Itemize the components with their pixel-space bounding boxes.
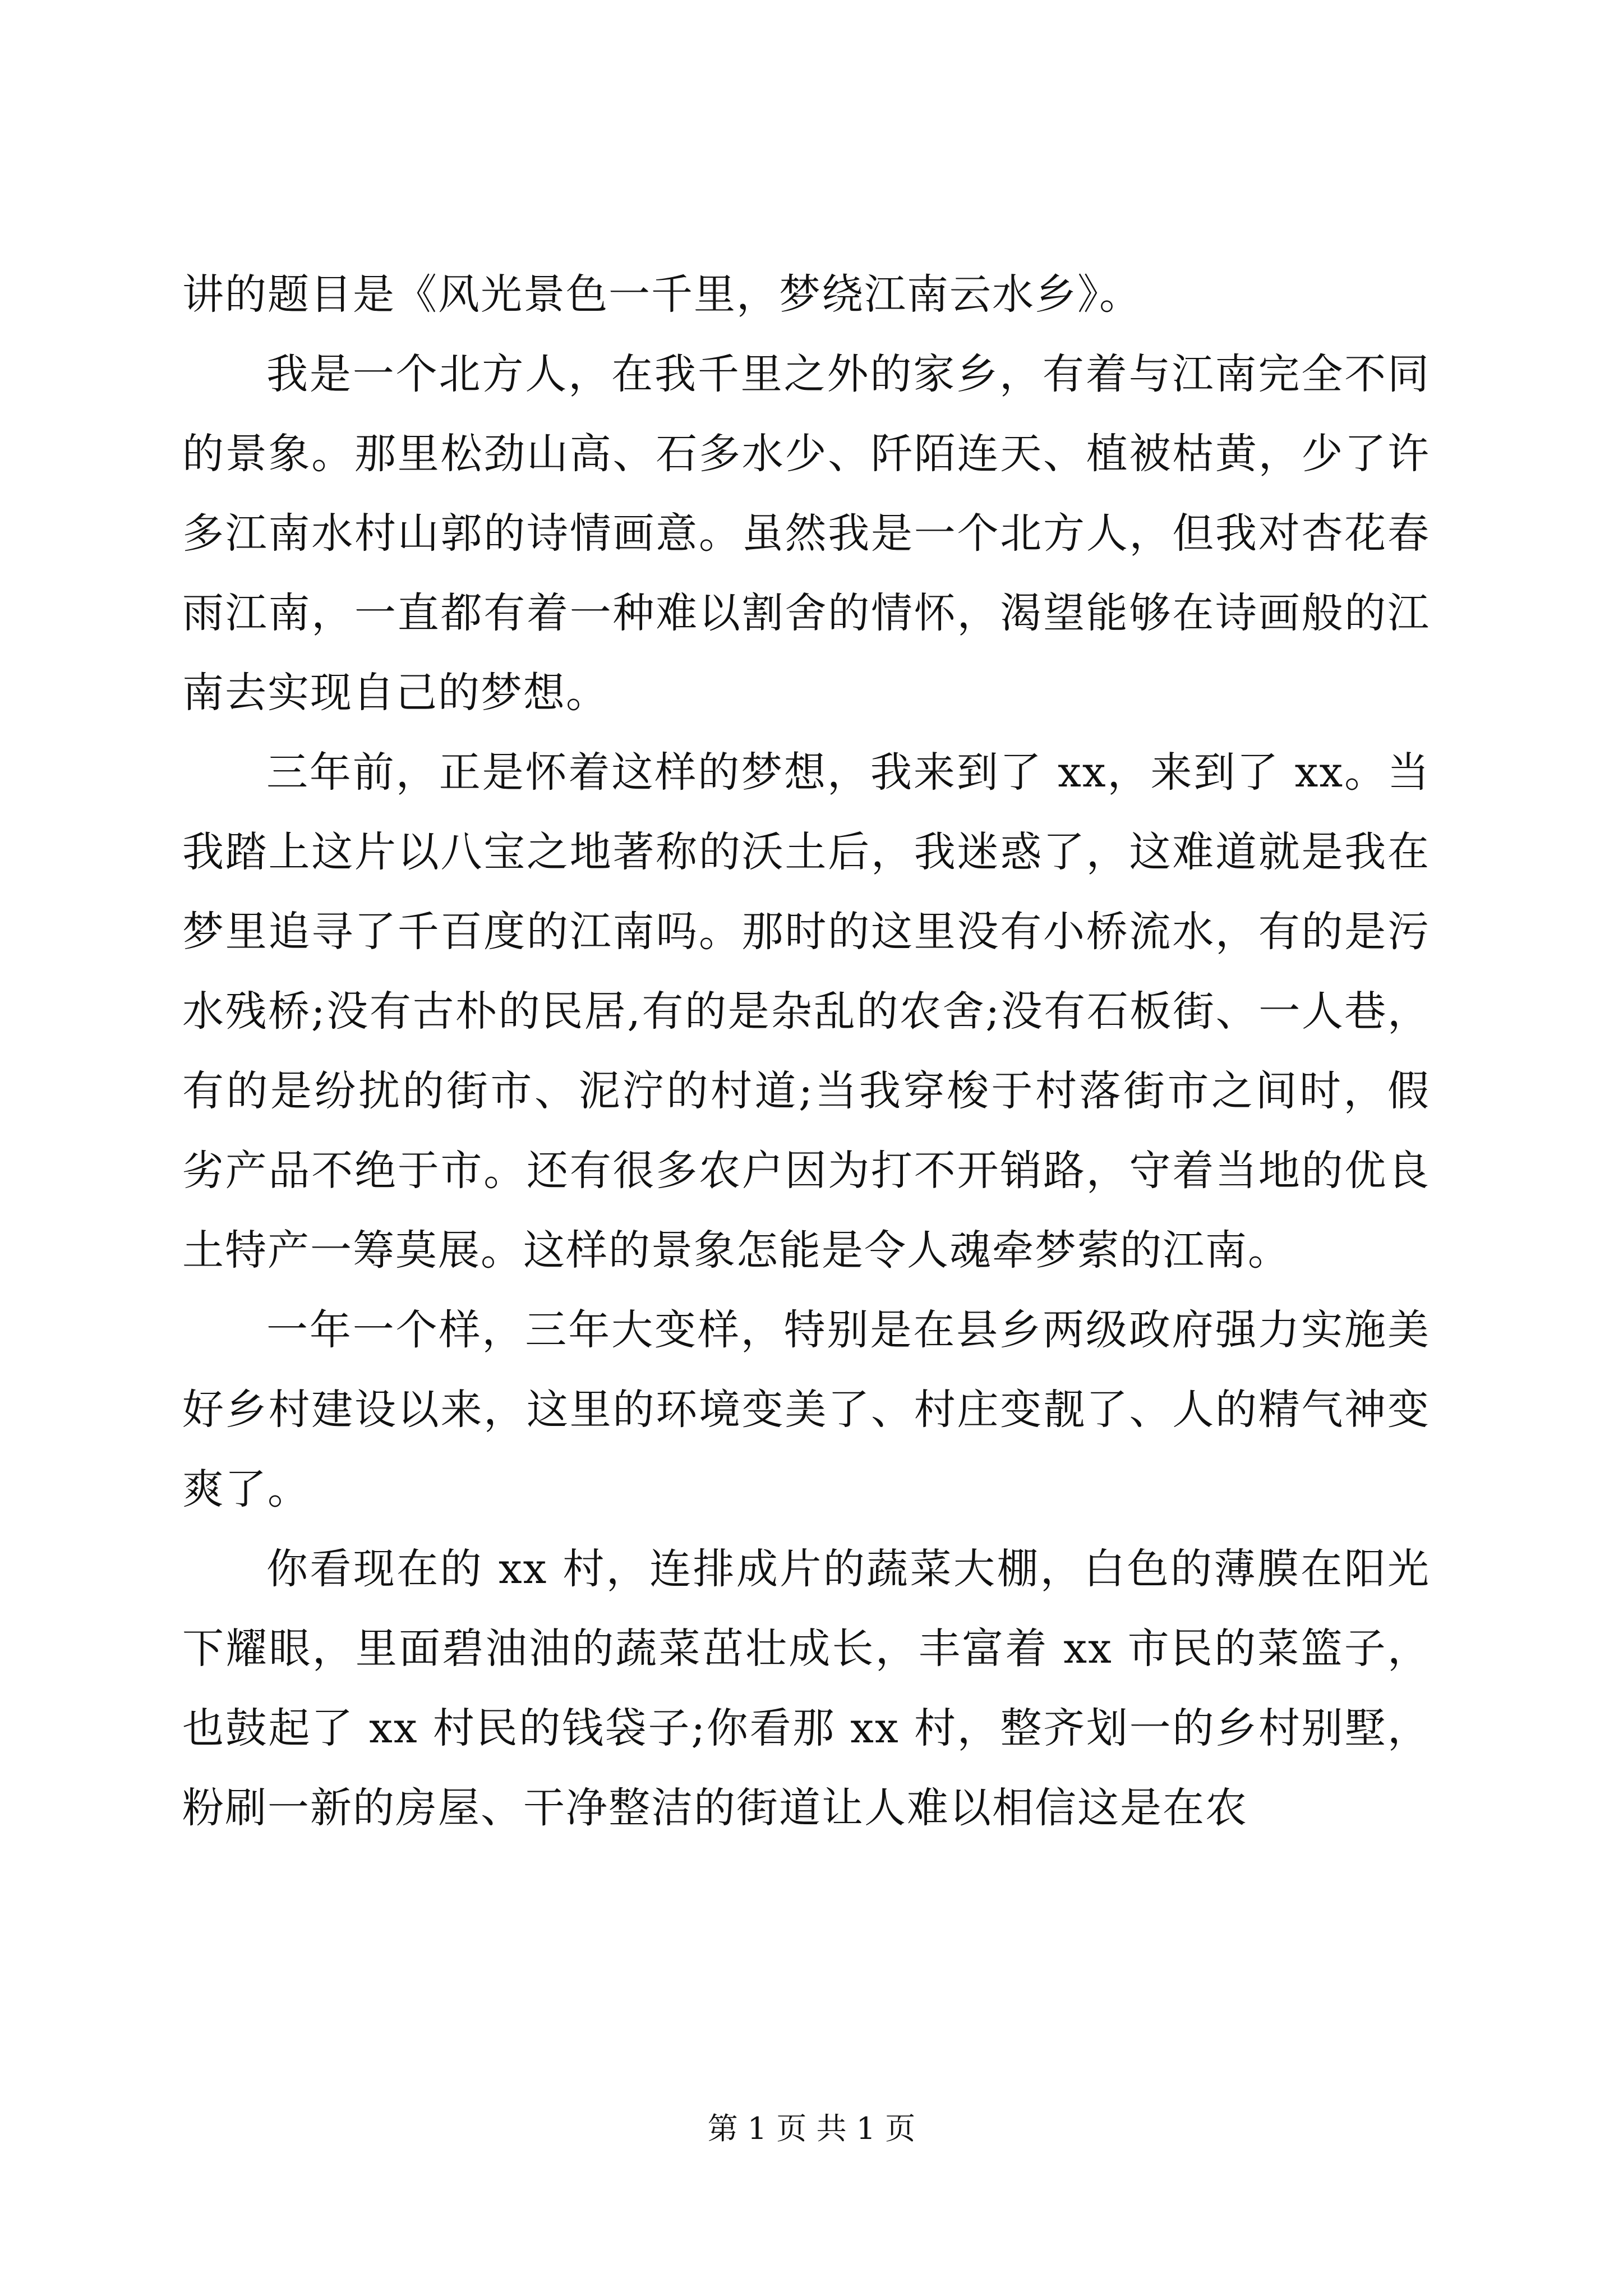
paragraph-3: 三年前，正是怀着这样的梦想，我来到了 xx，来到了 xx。当我踏上这片以八宝之地著称的沃土后，我迷惑了，这难道就是我在梦里追寻了千百度的江南吗。那时的这里没有小桥流水，有的是污水残桥;没有古朴的民居,有的是杂乱的农舍;没有石板街、一人巷，有的是纷扰的街市、泥泞的村道;当我穿梭于村落街市之间时，假劣产品不绝于市。还有很多农户因为打不开销路，守着当地的优良土特产一筹莫展。这样的景象怎能是令人魂牵梦萦的江南。 <box>182 748 1430 1274</box>
paragraph-1: 讲的题目是《风光景色一千里，梦绕江南云水乡》。 <box>182 270 1142 319</box>
paragraph-4: 一年一个样，三年大变样，特别是在县乡两级政府强力实施美好乡村建设以来，这里的环境变美了、村庄变靓了、人的精气神变爽了。 <box>182 1306 1430 1513</box>
paragraph-5: 你看现在的 xx 村，连排成片的蔬菜大棚，白色的薄膜在阳光下耀眼，里面碧油油的蔬菜茁壮成长，丰富着 xx 市民的菜篮子，也鼓起了 xx 村民的钱袋子;你看那 xx 村，整齐划一的乡村别墅，粉刷一新的房屋、干净整洁的街道让人难以相信这是在农 <box>182 1545 1430 1832</box>
body-text <box>182 255 1430 1848</box>
page-footer: 第 1 页 共 1 页 <box>707 2111 916 2146</box>
paragraph-2: 我是一个北方人，在我千里之外的家乡，有着与江南完全不同的景象。那里松劲山高、石多水少、阡陌连天、植被枯黄，少了许多江南水村山郭的诗情画意。虽然我是一个北方人，但我对杏花春雨江南，一直都有着一种难以割舍的情怀，渴望能够在诗画般的江南去实现自己的梦想。 <box>182 350 1430 717</box>
